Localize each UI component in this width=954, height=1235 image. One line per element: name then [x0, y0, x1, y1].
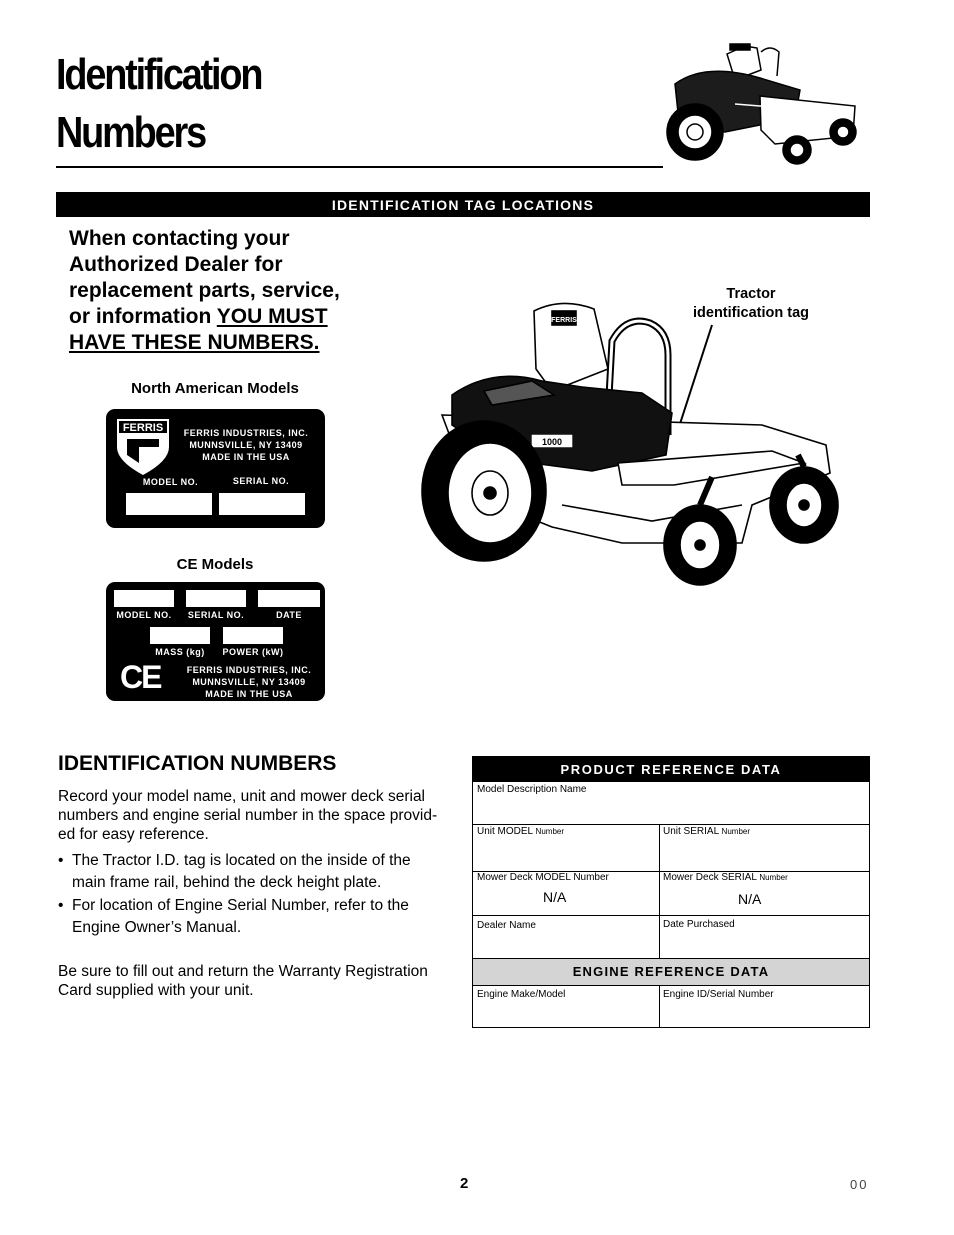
engine-make-label: Engine Make/Model	[477, 989, 566, 1000]
form-divider	[473, 915, 869, 916]
warranty-note	[58, 962, 453, 1000]
form-column-divider	[659, 824, 660, 959]
id-numbers-heading: IDENTIFICATION NUMBERS	[58, 752, 337, 775]
callout-line-2: identification tag	[693, 304, 809, 321]
notice-line-3: replacement parts, service,	[69, 279, 340, 302]
notice-line-1: When contacting your	[69, 227, 290, 250]
tractor-thumbnail-illustration	[665, 40, 860, 168]
notice-line-5	[69, 330, 369, 356]
na-id-plate	[106, 409, 325, 528]
bullet-engine-serial: • For location of Engine Serial Number, refer to the Engine Owner’s Manual.	[58, 897, 409, 936]
ce-plate-serial-box	[186, 590, 246, 607]
section-band-tag-locations: IDENTIFICATION TAG LOCATIONS	[56, 192, 870, 217]
notice-line-2: Authorized Dealer for	[69, 253, 283, 276]
bullet-2-line-2: Engine Owner’s Manual.	[72, 919, 242, 936]
bullet-1-line-2: main frame rail, behind the deck height plate.	[72, 874, 382, 891]
ce-plate-date-label: DATE	[276, 610, 302, 620]
warranty-line-2: Card supplied with your unit.	[58, 982, 254, 999]
tractor-illustration	[412, 295, 842, 613]
deck-serial-label: Mower Deck SERIAL Number	[663, 872, 788, 883]
deck-serial-value: N/A	[738, 891, 762, 907]
page-code: 00	[850, 1177, 869, 1192]
dealer-name-label: Dealer Name	[477, 920, 536, 931]
bullet-tractor-tag: • The Tractor I.D. tag is located on the inside of the main frame rail, behind the deck height plate.	[58, 852, 411, 891]
ce-plate-model-label: MODEL NO.	[116, 610, 172, 620]
notice-emphasis-2: HAVE THESE NUMBERS.	[69, 331, 320, 354]
ce-plate-mass-label: MASS (kg)	[155, 647, 205, 657]
callout-line-1: Tractor	[726, 286, 776, 302]
engine-id-label: Engine ID/Serial Number	[663, 989, 774, 1000]
ce-models-caption: CE Models	[176, 556, 254, 573]
ce-id-plate	[106, 582, 325, 701]
na-plate-serial-box	[219, 493, 305, 515]
title-line-1: Identification	[56, 50, 262, 99]
model-badge: 1000	[541, 437, 563, 447]
na-plate-line-2: MUNNSVILLE, NY 13409	[189, 440, 303, 450]
dealer-contact-notice	[69, 226, 369, 356]
unit-serial-label: Unit SERIAL Number	[663, 826, 750, 837]
na-plate-serial-label: SERIAL NO.	[232, 476, 290, 486]
ce-plate-company	[174, 664, 324, 700]
page-title	[56, 46, 417, 162]
bullet-1-line-1: The Tractor I.D. tag is located on the inside of the	[72, 852, 411, 869]
form-column-divider	[659, 985, 660, 1027]
record-line-1: Record your model name, unit and mower deck serial	[58, 788, 426, 805]
record-line-3: ed for easy reference.	[58, 826, 209, 843]
form-divider	[473, 824, 869, 825]
product-reference-form	[472, 756, 870, 1028]
bullet-2-line-1: For location of Engine Serial Number, refer to the	[72, 897, 409, 914]
na-plate-model-label: MODEL NO.	[142, 477, 199, 487]
ce-mark-icon: CE	[120, 659, 161, 695]
notice-line-4	[69, 304, 369, 330]
ce-plate-serial-label: SERIAL NO.	[187, 610, 245, 620]
notice-line-4-prefix: or information	[69, 305, 217, 328]
ce-plate-mass-box	[150, 627, 210, 644]
na-plate-line-1: FERRIS INDUSTRIES, INC.	[183, 428, 309, 438]
form-divider	[473, 985, 869, 986]
ferris-shield-logo	[115, 417, 171, 477]
record-line-2: numbers and engine serial number in the space provid-	[58, 807, 438, 824]
deck-model-label: Mower Deck MODEL Number	[477, 872, 609, 883]
ce-plate-line-1: FERRIS INDUSTRIES, INC.	[186, 665, 312, 675]
date-purchased-label: Date Purchased	[663, 919, 735, 930]
na-plate-model-box	[126, 493, 212, 515]
engine-reference-header: ENGINE REFERENCE DATA	[473, 959, 869, 985]
na-plate-line-3: MADE IN THE USA	[202, 452, 290, 462]
ce-plate-model-box	[114, 590, 174, 607]
na-models-caption: North American Models	[131, 380, 299, 397]
ce-plate-line-2: MUNNSVILLE, NY 13409	[192, 677, 306, 687]
na-plate-company	[172, 427, 320, 463]
warranty-line-1: Be sure to fill out and return the Warranty Registration	[58, 963, 428, 980]
ce-plate-line-3: MADE IN THE USA	[205, 689, 293, 699]
form-header: PRODUCT REFERENCE DATA	[473, 757, 869, 782]
unit-model-label: Unit MODEL Number	[477, 826, 564, 837]
ce-plate-power-box	[223, 627, 283, 644]
notice-emphasis-1: YOU MUST	[216, 305, 328, 328]
title-rule	[56, 166, 663, 168]
ce-plate-date-box	[258, 590, 320, 607]
deck-model-value: N/A	[543, 889, 567, 905]
title-line-2: Numbers	[56, 108, 205, 157]
record-instructions	[58, 787, 453, 844]
ce-plate-power-label: POWER (kW)	[222, 647, 284, 657]
plate-brand: FERRIS	[122, 422, 164, 434]
seat-brand-label: FERRIS	[551, 317, 577, 324]
page-number: 2	[460, 1175, 469, 1192]
model-description-label: Model Description Name	[477, 784, 587, 795]
